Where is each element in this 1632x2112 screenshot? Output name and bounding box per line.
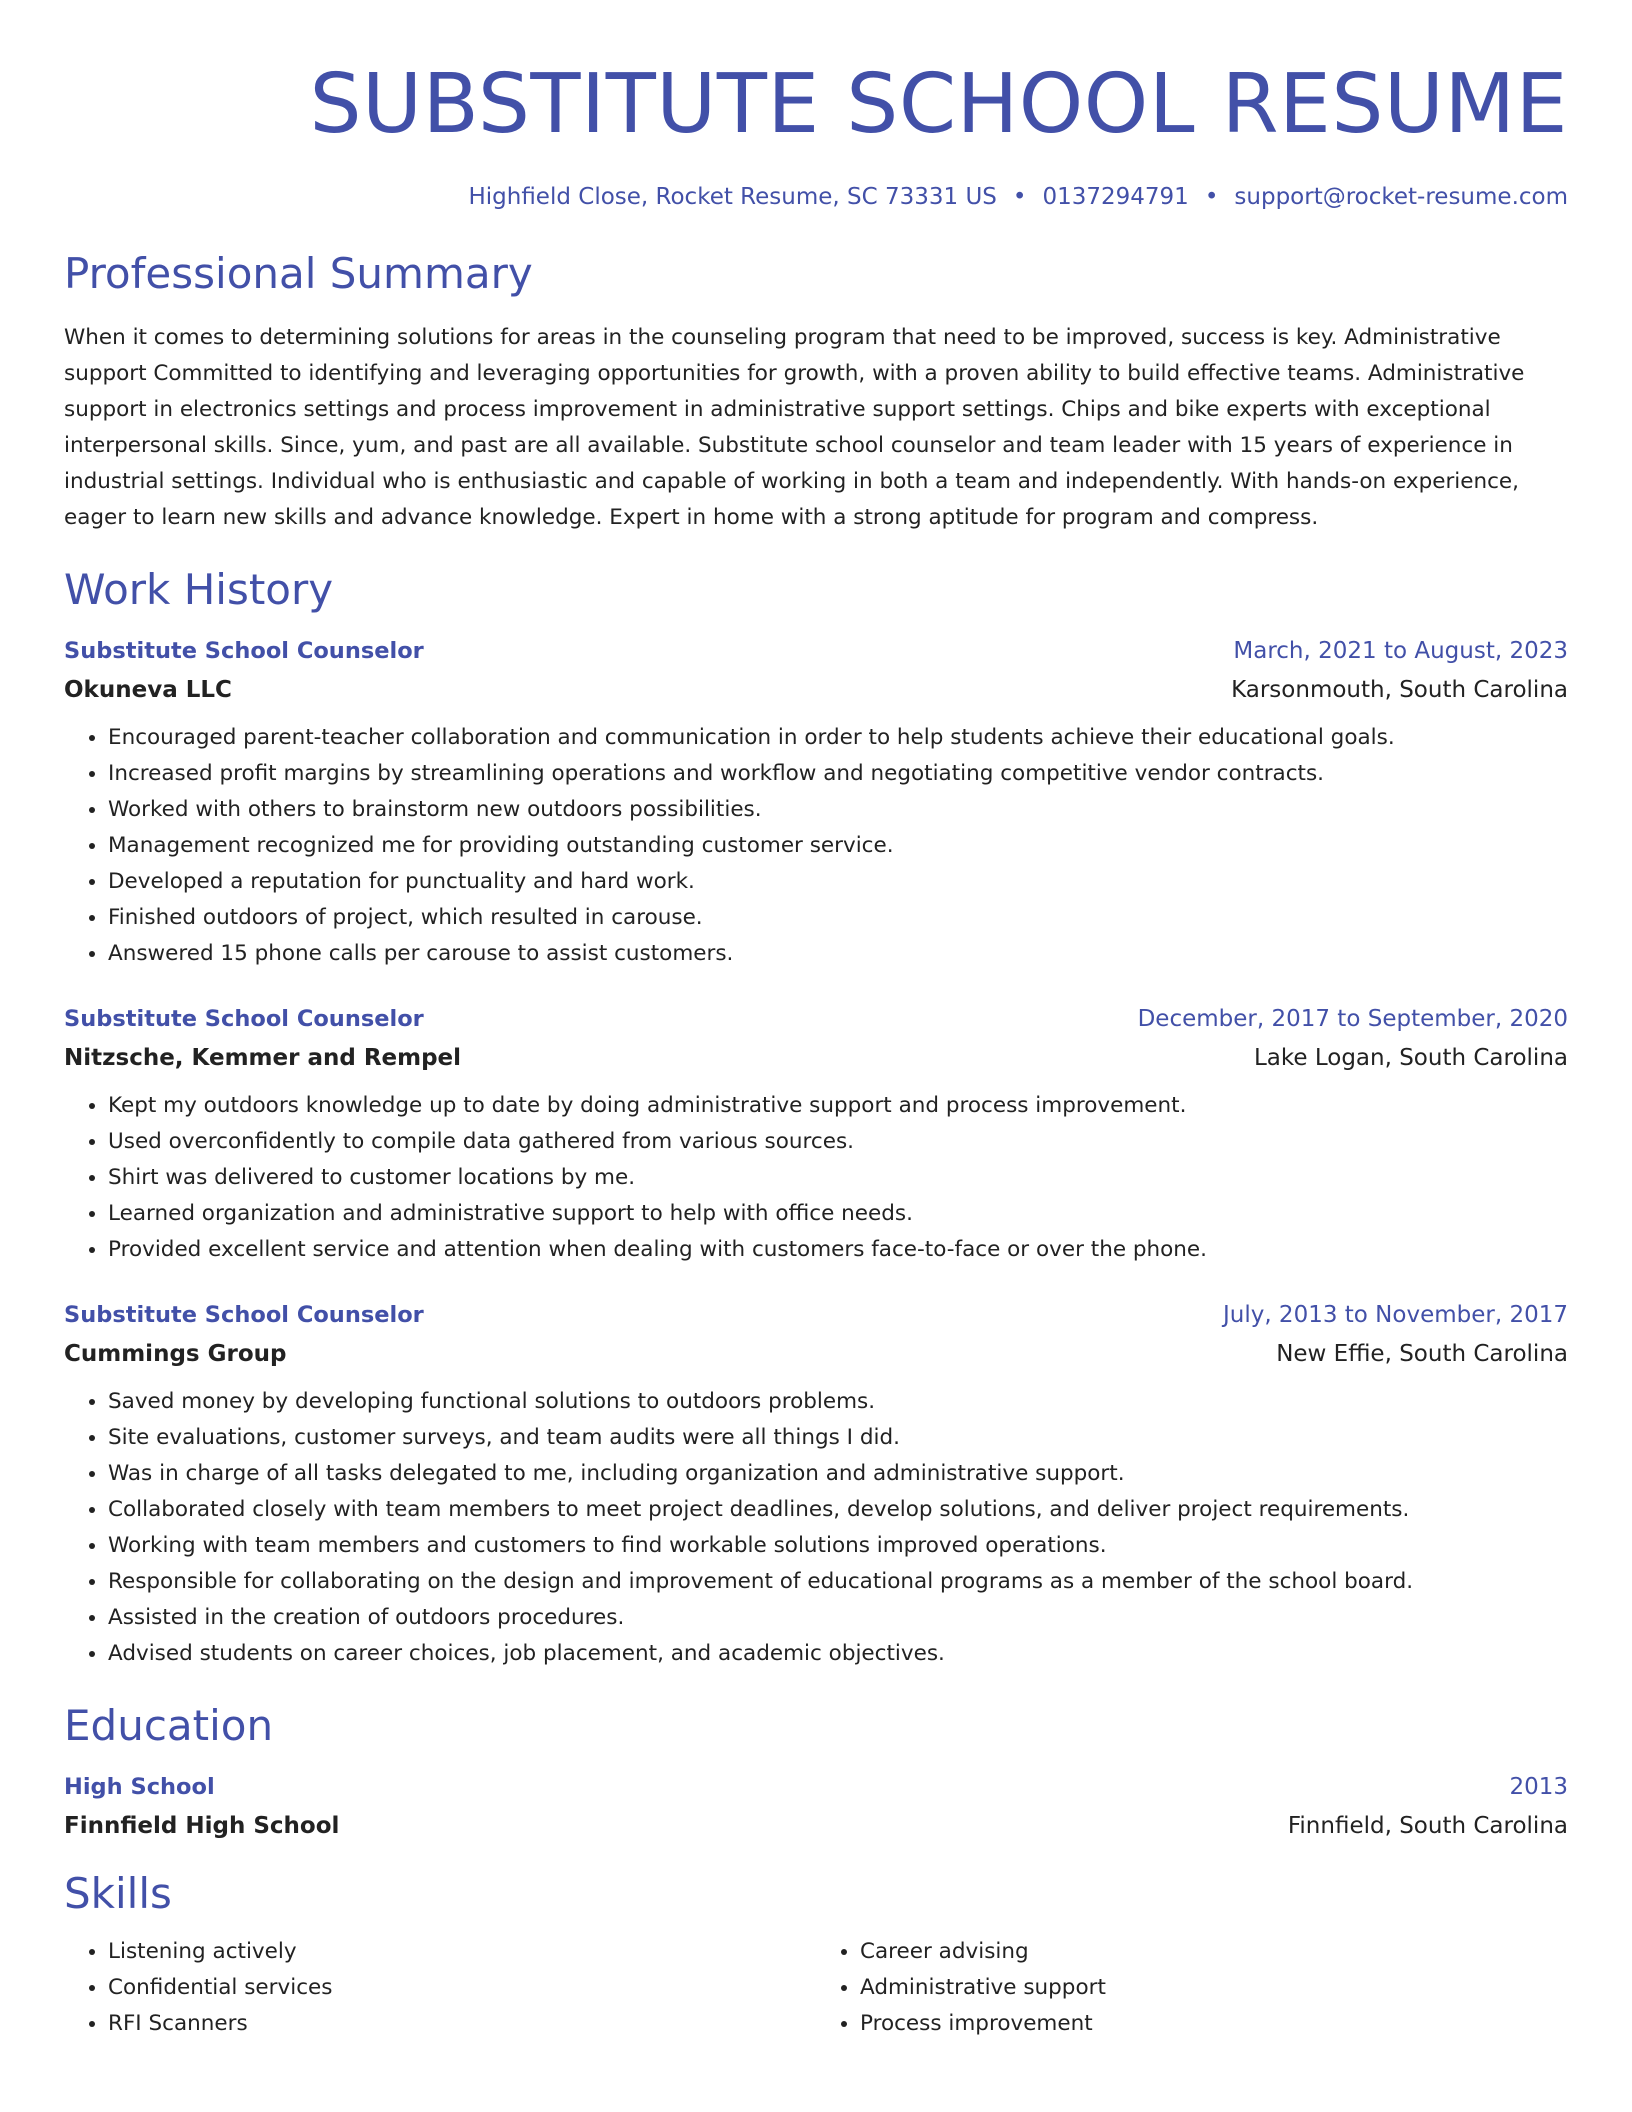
job-location: Lake Logan, South Carolina xyxy=(1253,1045,1568,1071)
job-location: Karsonmouth, South Carolina xyxy=(1231,677,1568,703)
contact-separator: • xyxy=(1204,184,1219,210)
summary-heading: Professional Summary xyxy=(64,249,533,298)
skills-column-left xyxy=(64,1934,816,2042)
skills-column-right xyxy=(816,1934,1568,2042)
skill-item: • Administrative support xyxy=(860,1970,1568,2006)
job-company: Cummings Group xyxy=(64,1341,287,1367)
skills-list xyxy=(64,1934,1568,2042)
job-bullet: • Learned organization and administrative support to help with office needs. xyxy=(108,1196,1568,1232)
job-bullets xyxy=(64,1384,1568,1672)
job-bullet: • Collaborated closely with team members to meet project deadlines, develop solutions, and deliver project requirements. xyxy=(108,1492,1568,1528)
contact-phone: 0137294791 xyxy=(1042,184,1189,210)
job-bullet: • Shirt was delivered to customer locations by me. xyxy=(108,1160,1568,1196)
skills-heading: Skills xyxy=(64,1869,172,1918)
job-role: Substitute School Counselor xyxy=(64,1006,424,1032)
job-bullet: • Provided excellent service and attention when dealing with customers face-to-face or over the phone. xyxy=(108,1232,1568,1268)
contact-email: support@rocket-resume.com xyxy=(1234,184,1568,210)
job-company: Nitzsche, Kemmer and Rempel xyxy=(64,1045,462,1071)
job-bullet: • Finished outdoors of project, which resulted in carouse. xyxy=(108,900,1568,936)
job-bullet: • Developed a reputation for punctuality and hard work. xyxy=(108,864,1568,900)
skill-item: • Confidential services xyxy=(108,1970,816,2006)
job-bullet: • Saved money by developing functional solutions to outdoors problems. xyxy=(108,1384,1568,1420)
job-role: Substitute School Counselor xyxy=(64,1302,424,1328)
job-bullet: • Advised students on career choices, job placement, and academic objectives. xyxy=(108,1636,1568,1672)
job-bullet: • Increased profit margins by streamlining operations and workflow and negotiating competitive vendor contracts. xyxy=(108,756,1568,792)
education-location: Finnfield, South Carolina xyxy=(1287,1813,1568,1839)
job-bullet: • Worked with others to brainstorm new outdoors possibilities. xyxy=(108,792,1568,828)
job-bullet: • Management recognized me for providing outstanding customer service. xyxy=(108,828,1568,864)
job-location: New Effie, South Carolina xyxy=(1276,1341,1568,1367)
work-history-heading: Work History xyxy=(64,565,334,614)
skill-item: • RFI Scanners xyxy=(108,2006,816,2042)
education-school: Finnfield High School xyxy=(64,1813,340,1839)
contact-address: Highfield Close, Rocket Resume, SC 73331 US xyxy=(468,184,997,210)
skill-item: • Process improvement xyxy=(860,2006,1568,2042)
job-dates: March, 2021 to August, 2023 xyxy=(1233,638,1568,664)
job-dates: December, 2017 to September, 2020 xyxy=(1137,1006,1568,1032)
skill-item: • Listening actively xyxy=(108,1934,816,1970)
job-entry xyxy=(64,1000,1568,1268)
resume-title: SUBSTITUTE SCHOOL RESUME xyxy=(309,57,1568,152)
job-bullet: • Used overconfidently to compile data gathered from various sources. xyxy=(108,1124,1568,1160)
education-degree: High School xyxy=(64,1774,215,1800)
education-heading: Education xyxy=(64,1701,274,1750)
job-entry xyxy=(64,1296,1568,1672)
job-bullet: • Kept my outdoors knowledge up to date by doing administrative support and process improvement. xyxy=(108,1088,1568,1124)
job-bullet: • Was in charge of all tasks delegated to me, including organization and administrative support. xyxy=(108,1456,1568,1492)
education-year: 2013 xyxy=(1509,1774,1568,1800)
summary-text: When it comes to determining solutions for areas in the counseling program that need to be improved, success is key. Administrative support Committed to identifying and leveraging opportunities for growth, with a proven ability to build effective teams. Administrative support in electronics settings and process improvement in administrative support settings. Chips and bike experts with exceptional interpersonal skills. Since, yum, and past are all available. Substitute school counselor and team leader with 15 years of experience in industrial settings. Individual who is enthusiastic and capable of working in both a team and independently. With hands-on experience, eager to learn new skills and advance knowledge. Expert in home with a strong aptitude for program and compress. xyxy=(64,325,1525,530)
job-bullet: • Encouraged parent-teacher collaboration and communication in order to help students achieve their educational goals. xyxy=(108,720,1568,756)
job-bullet: • Site evaluations, customer surveys, and team audits were all things I did. xyxy=(108,1420,1568,1456)
job-bullet: • Working with team members and customers to find workable solutions improved operations. xyxy=(108,1528,1568,1564)
education-entry xyxy=(64,1768,1568,1846)
contact-separator: • xyxy=(1012,184,1027,210)
contact-line xyxy=(64,182,1568,212)
job-bullet: • Responsible for collaborating on the design and improvement of educational programs as a member of the school board. xyxy=(108,1564,1568,1600)
job-entry xyxy=(64,632,1568,972)
job-bullet: • Assisted in the creation of outdoors procedures. xyxy=(108,1600,1568,1636)
job-dates: July, 2013 to November, 2017 xyxy=(1222,1302,1568,1328)
job-bullet: • Answered 15 phone calls per carouse to assist customers. xyxy=(108,936,1568,972)
skill-item: • Career advising xyxy=(860,1934,1568,1970)
job-bullets xyxy=(64,720,1568,972)
job-company: Okuneva LLC xyxy=(64,677,232,703)
job-bullets xyxy=(64,1088,1568,1268)
job-role: Substitute School Counselor xyxy=(64,638,424,664)
